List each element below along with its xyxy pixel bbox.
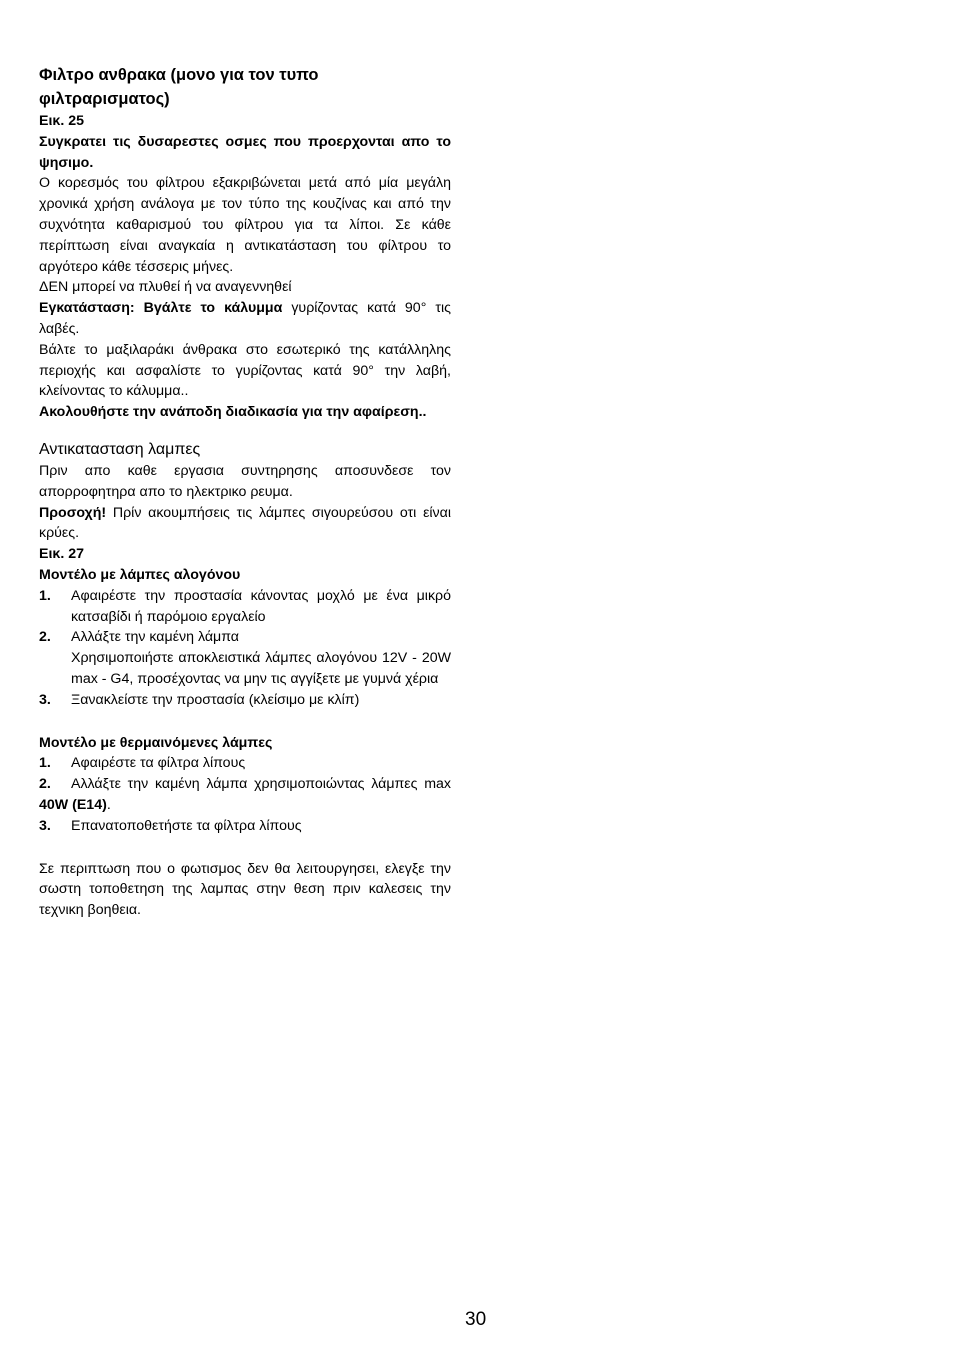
text-column <box>39 63 451 921</box>
step-number: 2. <box>39 776 51 793</box>
step-text-end: . <box>106 796 111 813</box>
lamp-disconnect-text: Πριν απο καθε εργασια συντηρησης αποσυνδεσε τον απορροφητηρα απο το ηλεκτρικο ρευμα. <box>39 462 451 500</box>
carbon-filter-install <box>39 298 451 340</box>
carbon-filter-title: Φιλτρο ανθρακα (μονο για τον τυπο φιλτραρισματος) <box>39 66 319 108</box>
heated-step <box>39 774 451 816</box>
carbon-filter-no-wash: ΔΕΝ μπορεί να πλυθεί ή να αναγεννηθεί <box>39 279 292 296</box>
closing-note: Σε περιπτωση που ο φωτισμος δεν θα λειτουργησει, ελεγξε την σωστη τοποθετηση της λαμπας στην θεση πριν καλεσεις την τεχνικη βοηθεια. <box>39 860 451 919</box>
step-number: 2. <box>39 629 51 646</box>
halogen-note: Χρησιμοποιήστε αποκλειστικά λάμπες αλογόνου 12V - 20W max - G4, προσέχοντας να μην τις αγγίξετε με γυμνά χέρια <box>71 650 451 687</box>
heated-model-title: Μοντέλο με θερμαινόμενες λάμπες <box>39 734 273 751</box>
install-text: γυρίζοντας κατά 90° τις λαβές. <box>39 300 451 337</box>
halogen-step <box>39 586 451 628</box>
step-number: 3. <box>39 691 51 708</box>
carbon-filter-removal: Ακολουθήστε την ανάποδη διαδικασία για την αφαίρεση.. <box>39 404 427 421</box>
halogen-step <box>39 627 451 648</box>
halogen-model-title: Μοντέλο με λάμπες αλογόνου <box>39 566 241 583</box>
heated-step <box>39 753 451 774</box>
step-text: Ξανακλείστε την προστασία (κλείσιμο με κλίπ) <box>71 691 360 708</box>
step-number: 1. <box>39 587 51 604</box>
halogen-step <box>39 690 451 711</box>
step-number: 1. <box>39 755 51 772</box>
step-text: Αλλάξτε την καμένη λάμπα χρησιμοποιώντας λάμπες max <box>71 776 451 793</box>
install-label: Εγκατάσταση: Βγάλτε το κάλυμμα <box>39 300 283 317</box>
page-number: 30 <box>465 1309 487 1330</box>
step-text: Αφαιρέστε τα φίλτρα λίπους <box>71 755 246 772</box>
lamp-replacement-title: Αντικατασταση λαμπες <box>39 440 201 458</box>
figure-ref-25: Εικ. 25 <box>39 113 84 129</box>
heated-step <box>39 816 451 837</box>
carbon-filter-intro: Συγκρατει τις δυσαρεστες οσμες που προερχονται απο το ψησιμο. <box>39 133 451 171</box>
warning-text: Πρίν ακουμπήσεις τις λάμπες σιγουρεύσου οτι είναι κρύες. <box>39 504 451 542</box>
step-text: Αλλάξτε την καμένη λάμπα <box>71 629 239 646</box>
lamp-warning <box>39 503 451 545</box>
step-text: Αφαιρέστε την προστασία κάνοντας μοχλό με ένα μικρό κατσαβίδι ή παρόμοιο εργαλείο <box>71 587 451 625</box>
lamp-spec: 40W (E14) <box>39 796 107 813</box>
step-number: 3. <box>39 817 51 834</box>
warning-label: Προσοχή! <box>39 504 107 521</box>
figure-ref-27: Εικ. 27 <box>39 546 84 563</box>
step-text: Επανατοποθετήστε τα φίλτρα λίπους <box>71 817 302 834</box>
carbon-filter-insert: Βάλτε το μαξιλαράκι άνθρακα στο εσωτερικό της κατάλληλης περιοχής και ασφαλίστε το γυρίζοντας κατά 90° την λαβή, κλείνοντας το κάλυμμα.. <box>39 341 451 400</box>
carbon-filter-saturation-text: Ο κορεσμός του φίλτρου εξακριβώνεται μετά από μία μεγάλη χρονικά χρήση ανάλογα με τον τύπο της κουζίνας και από την συχνότητα καθαρισμού του φίλτρου για τα λίποι. Σε κάθε περίπτωση είναι αναγκαία η αντικατάσταση του φίλτρου το αργότερο κάθε τέσσερις μήνες. <box>39 175 451 275</box>
